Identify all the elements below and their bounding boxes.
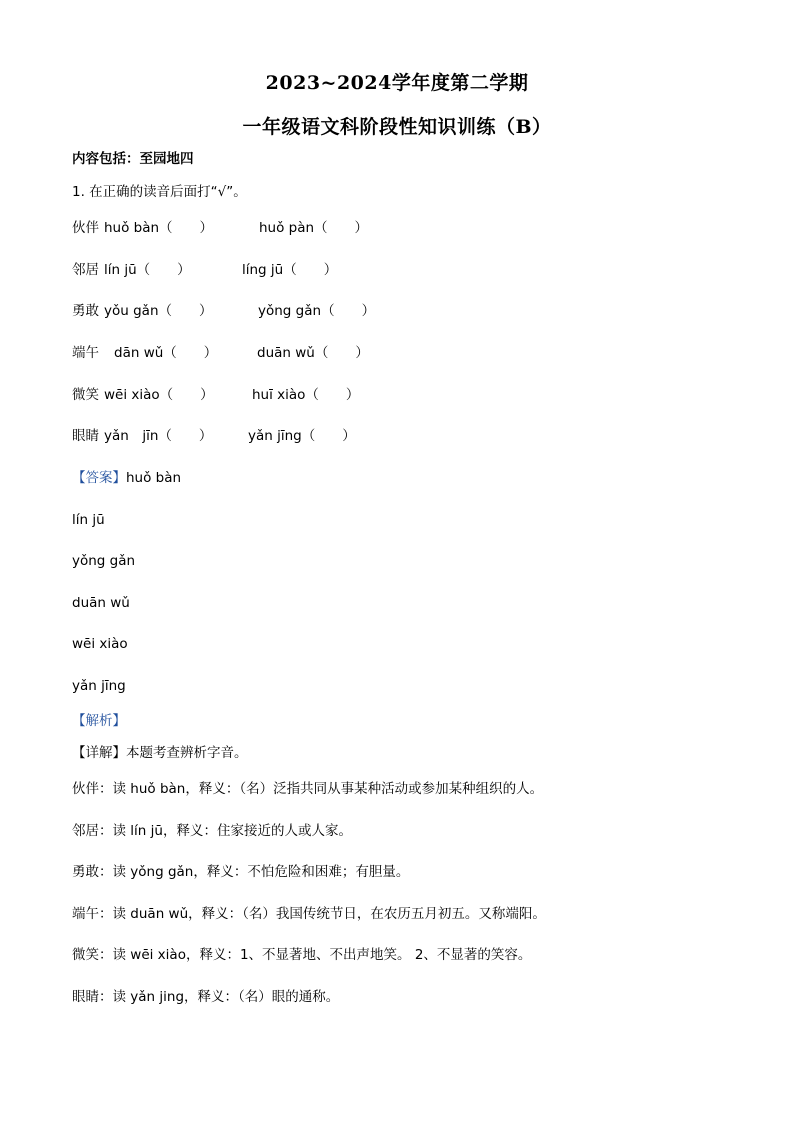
option-2: huǒ pàn（ ） <box>259 220 369 236</box>
title-line-2: 一年级语文科阶段性知识训练（B） <box>242 116 552 138</box>
option-1: lín jū（ ） <box>104 262 191 278</box>
title-line-1: 2023~2024学年度第二学期 <box>265 72 529 94</box>
scope-line: 内容包括：至园地四 <box>72 151 194 167</box>
option-2: huī xiào（ ） <box>252 387 360 403</box>
option-2: yǒng gǎn（ ） <box>258 303 376 319</box>
option-2: duān wǔ（ ） <box>257 345 369 361</box>
row-word: 眼睛 <box>72 428 99 444</box>
answer-tag: 【答案】 <box>72 470 126 486</box>
detail-tag: 【详解】 <box>72 745 126 761</box>
answer-line <box>72 469 181 487</box>
option-2: líng jū（ ） <box>242 262 338 278</box>
analysis-tag: 【解析】 <box>72 713 126 729</box>
answer-item: duān wǔ <box>72 595 130 611</box>
explanation-line: 邻居：读 lín jū，释义：住家接近的人或人家。 <box>72 823 352 839</box>
row-word: 勇敢 <box>72 303 99 319</box>
option-1: yǎn jīn（ ） <box>104 428 213 444</box>
detail-text: 本题考查辨析字音。 <box>126 745 248 761</box>
option-1: dān wǔ（ ） <box>114 345 218 361</box>
explanation-line: 伙伴：读 huǒ bàn，释义：（名）泛指共同从事某种活动或参加某种组织的人。 <box>72 781 544 797</box>
answer-item: yǒng gǎn <box>72 553 136 569</box>
detail-line <box>72 744 248 762</box>
row-word: 伙伴 <box>72 220 99 236</box>
explanation-line: 微笑：读 wēi xiào，释义：1、不显著地、不出声地笑。 2、不显著的笑容。 <box>72 947 532 963</box>
explanation-line: 端午：读 duān wǔ，释义：（名）我国传统节日，在农历五月初五。又称端阳。 <box>72 906 546 922</box>
answer-item: wēi xiào <box>72 636 128 652</box>
option-1: wēi xiào（ ） <box>104 387 214 403</box>
answer-item: yǎn jīng <box>72 678 126 694</box>
option-2: yǎn jīng（ ） <box>248 428 356 444</box>
answer-item: huǒ bàn <box>126 470 182 486</box>
row-word: 端午 <box>72 345 99 361</box>
row-word: 微笑 <box>72 387 99 403</box>
option-1: huǒ bàn（ ） <box>104 220 214 236</box>
option-1: yǒu gǎn（ ） <box>104 303 213 319</box>
explanation-line: 眼睛：读 yǎn jing，释义：（名）眼的通称。 <box>72 989 340 1005</box>
answer-item: lín jū <box>72 512 105 528</box>
question-text: 1. 在正确的读音后面打“√”。 <box>72 184 247 200</box>
explanation-line: 勇敢：读 yǒng gǎn，释义：不怕危险和困难；有胆量。 <box>72 864 410 880</box>
row-word: 邻居 <box>72 262 99 278</box>
